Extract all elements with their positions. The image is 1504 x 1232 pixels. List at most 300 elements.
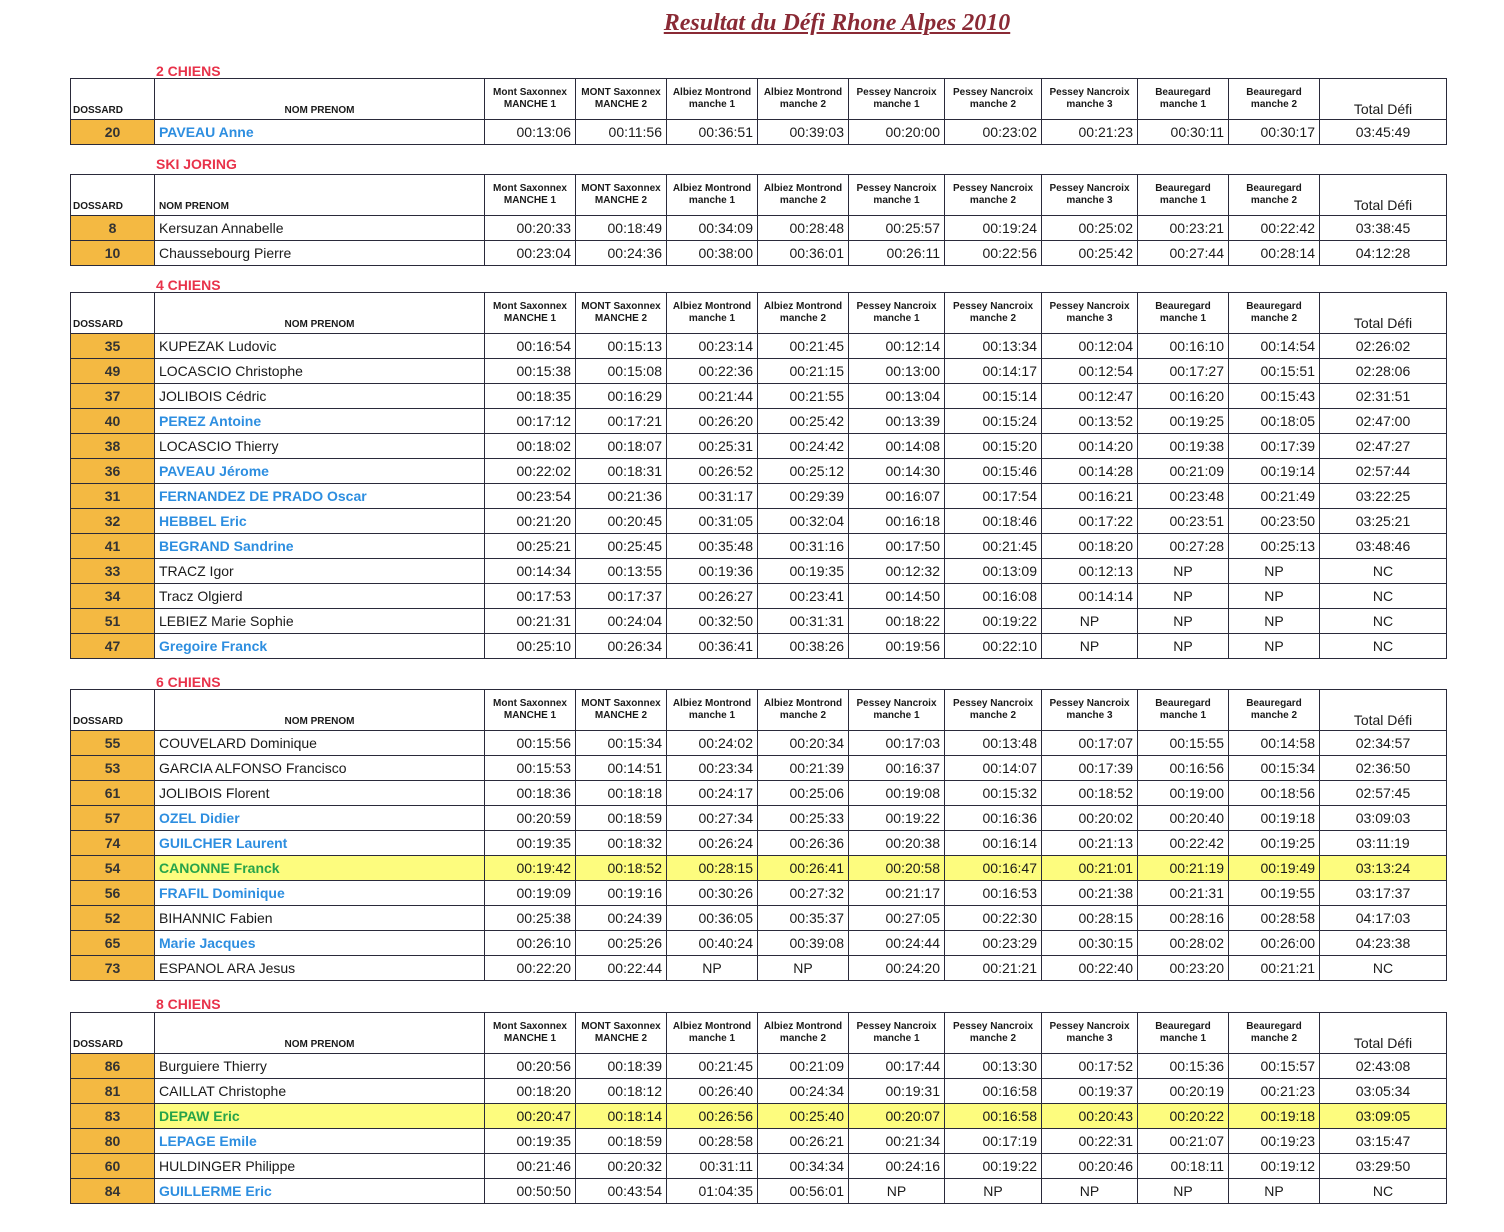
stage-location: Pessey Nancroix bbox=[1049, 301, 1130, 312]
stage-time: 00:27:32 bbox=[758, 881, 849, 906]
stage-header bbox=[667, 293, 758, 334]
table-row bbox=[71, 584, 1447, 609]
stage-manche: manche 1 bbox=[873, 1033, 920, 1044]
total-time: 02:36:50 bbox=[1320, 756, 1447, 781]
table-row bbox=[71, 559, 1447, 584]
stage-time: 00:20:56 bbox=[485, 1054, 576, 1079]
stage-time: 00:12:04 bbox=[1042, 334, 1138, 359]
total-time: 04:12:28 bbox=[1320, 241, 1447, 266]
competitor-name: KUPEZAK Ludovic bbox=[155, 334, 485, 359]
stage-time: 00:24:42 bbox=[758, 434, 849, 459]
total-time: 03:11:19 bbox=[1320, 831, 1447, 856]
dossard-cell: 31 bbox=[71, 484, 155, 509]
stage-time: 00:50:50 bbox=[485, 1179, 576, 1204]
stage-time: 00:24:34 bbox=[758, 1079, 849, 1104]
table-row bbox=[71, 241, 1447, 266]
name-header: NOM PRENOM bbox=[155, 175, 485, 216]
stage-time: 00:31:16 bbox=[758, 534, 849, 559]
stage-manche: manche 3 bbox=[1066, 313, 1113, 324]
stage-time: NP bbox=[1229, 634, 1320, 659]
stage-time: 00:21:07 bbox=[1138, 1129, 1229, 1154]
stage-time: 00:25:31 bbox=[667, 434, 758, 459]
stage-time: 00:21:38 bbox=[1042, 881, 1138, 906]
stage-time: 00:15:56 bbox=[485, 731, 576, 756]
stage-time: NP bbox=[1042, 609, 1138, 634]
stage-time: 00:14:17 bbox=[945, 359, 1042, 384]
stage-time: 00:18:12 bbox=[576, 1079, 667, 1104]
stage-location: Pessey Nancroix bbox=[1049, 698, 1130, 709]
stage-time: 00:20:58 bbox=[849, 856, 945, 881]
dossard-cell: 81 bbox=[71, 1079, 155, 1104]
stage-time: 00:25:33 bbox=[758, 806, 849, 831]
competitor-name: FERNANDEZ DE PRADO Oscar bbox=[155, 484, 485, 509]
stage-time: 00:16:37 bbox=[849, 756, 945, 781]
stage-time: 00:19:00 bbox=[1138, 781, 1229, 806]
stage-time: 00:21:44 bbox=[667, 384, 758, 409]
stage-time: 00:26:52 bbox=[667, 459, 758, 484]
stage-time: 00:18:39 bbox=[576, 1054, 667, 1079]
stage-time: 00:16:53 bbox=[945, 881, 1042, 906]
stage-time: 00:15:24 bbox=[945, 409, 1042, 434]
stage-manche: manche 3 bbox=[1066, 710, 1113, 721]
stage-time: 00:22:42 bbox=[1229, 216, 1320, 241]
stage-time: 00:21:23 bbox=[1229, 1079, 1320, 1104]
stage-time: 00:34:34 bbox=[758, 1154, 849, 1179]
stage-location: Beauregard bbox=[1155, 183, 1211, 194]
stage-time: NP bbox=[1042, 634, 1138, 659]
total-time: 03:09:05 bbox=[1320, 1104, 1447, 1129]
total-time: NC bbox=[1320, 1179, 1447, 1204]
stage-time: 00:14:54 bbox=[1229, 334, 1320, 359]
stage-time: 00:16:29 bbox=[576, 384, 667, 409]
stage-time: 00:16:14 bbox=[945, 831, 1042, 856]
stage-time: 00:15:53 bbox=[485, 756, 576, 781]
stage-time: 00:15:08 bbox=[576, 359, 667, 384]
total-time: 03:13:24 bbox=[1320, 856, 1447, 881]
stage-time: 00:28:16 bbox=[1138, 906, 1229, 931]
stage-time: 00:25:45 bbox=[576, 534, 667, 559]
stage-time: 00:15:38 bbox=[485, 359, 576, 384]
stage-time: 00:19:24 bbox=[945, 216, 1042, 241]
stage-time: 00:16:54 bbox=[485, 334, 576, 359]
stage-manche: manche 2 bbox=[1250, 710, 1298, 721]
stage-manche: manche 1 bbox=[873, 195, 920, 206]
stage-time: 00:18:59 bbox=[576, 806, 667, 831]
dossard-header: DOSSARD bbox=[71, 690, 155, 731]
stage-location: Albiez Montrond bbox=[763, 1021, 843, 1032]
competitor-name: CANONNE Franck bbox=[155, 856, 485, 881]
table-row bbox=[71, 1154, 1447, 1179]
stage-time: 00:21:39 bbox=[758, 756, 849, 781]
dossard-cell: 8 bbox=[71, 216, 155, 241]
stage-time: 00:19:38 bbox=[1138, 434, 1229, 459]
dossard-cell: 32 bbox=[71, 509, 155, 534]
stage-time: 00:26:10 bbox=[485, 931, 576, 956]
stage-time: 00:15:43 bbox=[1229, 384, 1320, 409]
stage-time: 00:21:19 bbox=[1138, 856, 1229, 881]
competitor-name: PAVEAU Jérome bbox=[155, 459, 485, 484]
stage-header bbox=[758, 293, 849, 334]
stage-time: 00:22:31 bbox=[1042, 1129, 1138, 1154]
stage-time: 00:13:39 bbox=[849, 409, 945, 434]
stage-header bbox=[667, 1013, 758, 1054]
total-time: 04:23:38 bbox=[1320, 931, 1447, 956]
stage-time: 00:20:47 bbox=[485, 1104, 576, 1129]
stage-time: 00:18:59 bbox=[576, 1129, 667, 1154]
stage-location: Mont Saxonnex bbox=[493, 183, 567, 194]
dossard-cell: 34 bbox=[71, 584, 155, 609]
stage-time: 00:22:02 bbox=[485, 459, 576, 484]
stage-time: 00:20:43 bbox=[1042, 1104, 1138, 1129]
stage-location: Beauregard bbox=[1246, 698, 1302, 709]
stage-time: 00:25:42 bbox=[1042, 241, 1138, 266]
total-time: 03:45:49 bbox=[1320, 120, 1447, 145]
stage-manche: MANCHE 2 bbox=[594, 313, 648, 324]
stage-time: 00:28:15 bbox=[1042, 906, 1138, 931]
stage-time: 00:27:34 bbox=[667, 806, 758, 831]
stage-location: Pessey Nancroix bbox=[1049, 1021, 1130, 1032]
stage-location: Pessey Nancroix bbox=[952, 87, 1034, 98]
stage-time: 00:23:48 bbox=[1138, 484, 1229, 509]
stage-time: 00:26:34 bbox=[576, 634, 667, 659]
stage-time: 00:15:46 bbox=[945, 459, 1042, 484]
stage-manche: manche 1 bbox=[1159, 710, 1207, 721]
total-header: Total Défi bbox=[1320, 79, 1447, 120]
stage-time: 00:21:31 bbox=[485, 609, 576, 634]
stage-header bbox=[576, 1013, 667, 1054]
stage-location: Albiez Montrond bbox=[672, 87, 752, 98]
stage-location: Pessey Nancroix bbox=[856, 183, 937, 194]
stage-time: 00:26:21 bbox=[758, 1129, 849, 1154]
total-time: 02:34:57 bbox=[1320, 731, 1447, 756]
stage-header bbox=[1138, 175, 1229, 216]
stage-time: NP bbox=[1229, 584, 1320, 609]
dossard-header: DOSSARD bbox=[71, 175, 155, 216]
stage-header bbox=[1229, 293, 1320, 334]
stage-header bbox=[485, 1013, 576, 1054]
stage-time: NP bbox=[667, 956, 758, 981]
stage-time: 00:15:36 bbox=[1138, 1054, 1229, 1079]
total-time: 02:57:45 bbox=[1320, 781, 1447, 806]
stage-manche: manche 1 bbox=[1159, 99, 1207, 110]
dossard-cell: 49 bbox=[71, 359, 155, 384]
stage-time: 00:13:09 bbox=[945, 559, 1042, 584]
total-time: 03:29:50 bbox=[1320, 1154, 1447, 1179]
stage-time: 00:23:02 bbox=[945, 120, 1042, 145]
stage-time: 00:19:37 bbox=[1042, 1079, 1138, 1104]
stage-time: 00:21:55 bbox=[758, 384, 849, 409]
dossard-cell: 80 bbox=[71, 1129, 155, 1154]
stage-time: 00:20:33 bbox=[485, 216, 576, 241]
stage-time: 00:36:01 bbox=[758, 241, 849, 266]
stage-manche: manche 1 bbox=[873, 710, 920, 721]
stage-time: 00:18:49 bbox=[576, 216, 667, 241]
stage-time: 00:24:44 bbox=[849, 931, 945, 956]
stage-location: Pessey Nancroix bbox=[952, 183, 1034, 194]
stage-location: Albiez Montrond bbox=[672, 301, 752, 312]
stage-manche: manche 2 bbox=[969, 313, 1017, 324]
stage-time: 00:19:31 bbox=[849, 1079, 945, 1104]
table-row bbox=[71, 484, 1447, 509]
stage-time: 00:18:36 bbox=[485, 781, 576, 806]
stage-time: 00:21:01 bbox=[1042, 856, 1138, 881]
dossard-cell: 51 bbox=[71, 609, 155, 634]
stage-manche: manche 1 bbox=[688, 99, 736, 110]
stage-time: 00:19:25 bbox=[1138, 409, 1229, 434]
stage-time: 00:21:49 bbox=[1229, 484, 1320, 509]
stage-manche: MANCHE 1 bbox=[503, 1033, 557, 1044]
dossard-cell: 54 bbox=[71, 856, 155, 881]
dossard-cell: 38 bbox=[71, 434, 155, 459]
stage-time: 00:23:04 bbox=[485, 241, 576, 266]
stage-time: 00:20:45 bbox=[576, 509, 667, 534]
stage-time: 00:56:01 bbox=[758, 1179, 849, 1204]
stage-time: 00:17:03 bbox=[849, 731, 945, 756]
header-row bbox=[71, 293, 1447, 334]
stage-time: 00:28:02 bbox=[1138, 931, 1229, 956]
stage-time: 00:38:26 bbox=[758, 634, 849, 659]
stage-time: 00:22:42 bbox=[1138, 831, 1229, 856]
table-row bbox=[71, 334, 1447, 359]
stage-time: 00:22:56 bbox=[945, 241, 1042, 266]
stage-time: 00:14:07 bbox=[945, 756, 1042, 781]
competitor-name: DEPAW Eric bbox=[155, 1104, 485, 1129]
stage-time: 00:34:09 bbox=[667, 216, 758, 241]
stage-time: 00:15:32 bbox=[945, 781, 1042, 806]
stage-time: 00:21:15 bbox=[758, 359, 849, 384]
stage-time: 00:28:58 bbox=[667, 1129, 758, 1154]
stage-time: 00:25:38 bbox=[485, 906, 576, 931]
stage-manche: MANCHE 2 bbox=[594, 1033, 648, 1044]
stage-time: 00:17:54 bbox=[945, 484, 1042, 509]
competitor-name: Burguiere Thierry bbox=[155, 1054, 485, 1079]
stage-time: 00:13:34 bbox=[945, 334, 1042, 359]
stage-time: 00:14:34 bbox=[485, 559, 576, 584]
stage-header bbox=[1138, 293, 1229, 334]
dossard-cell: 41 bbox=[71, 534, 155, 559]
total-header: Total Défi bbox=[1320, 175, 1447, 216]
name-header: NOM PRENOM bbox=[155, 79, 485, 120]
stage-time: 00:16:07 bbox=[849, 484, 945, 509]
stage-time: 00:19:35 bbox=[485, 831, 576, 856]
stage-time: 00:19:55 bbox=[1229, 881, 1320, 906]
stage-time: 00:19:36 bbox=[667, 559, 758, 584]
stage-time: NP bbox=[1138, 634, 1229, 659]
stage-manche: manche 2 bbox=[1250, 1033, 1298, 1044]
stage-time: 00:17:39 bbox=[1042, 756, 1138, 781]
section-label: SKI JORING bbox=[156, 156, 237, 172]
stage-header bbox=[1042, 79, 1138, 120]
stage-time: 00:20:40 bbox=[1138, 806, 1229, 831]
stage-time: 00:20:19 bbox=[1138, 1079, 1229, 1104]
section-label: 2 CHIENS bbox=[156, 63, 221, 79]
dossard-cell: 40 bbox=[71, 409, 155, 434]
stage-manche: manche 2 bbox=[969, 195, 1017, 206]
stage-location: Albiez Montrond bbox=[763, 698, 843, 709]
stage-time: NP bbox=[1138, 609, 1229, 634]
stage-header bbox=[758, 1013, 849, 1054]
total-time: 03:09:03 bbox=[1320, 806, 1447, 831]
stage-location: Beauregard bbox=[1155, 698, 1211, 709]
stage-time: 00:23:54 bbox=[485, 484, 576, 509]
stage-time: NP bbox=[1042, 1179, 1138, 1204]
stage-location: Albiez Montrond bbox=[763, 87, 843, 98]
stage-time: 00:29:39 bbox=[758, 484, 849, 509]
table-row bbox=[71, 731, 1447, 756]
stage-header bbox=[1042, 175, 1138, 216]
total-time: NC bbox=[1320, 559, 1447, 584]
total-time: NC bbox=[1320, 609, 1447, 634]
dossard-header: DOSSARD bbox=[71, 1013, 155, 1054]
dossard-cell: 35 bbox=[71, 334, 155, 359]
stage-header bbox=[485, 690, 576, 731]
stage-time: 00:35:37 bbox=[758, 906, 849, 931]
stage-time: 00:19:22 bbox=[945, 609, 1042, 634]
stage-time: 00:15:20 bbox=[945, 434, 1042, 459]
stage-time: 00:13:06 bbox=[485, 120, 576, 145]
stage-location: Pessey Nancroix bbox=[856, 301, 937, 312]
table-row bbox=[71, 434, 1447, 459]
competitor-name: PAVEAU Anne bbox=[155, 120, 485, 145]
stage-time: 00:18:52 bbox=[1042, 781, 1138, 806]
dossard-header: DOSSARD bbox=[71, 293, 155, 334]
competitor-name: BIHANNIC Fabien bbox=[155, 906, 485, 931]
stage-time: 00:36:05 bbox=[667, 906, 758, 931]
stage-header bbox=[758, 79, 849, 120]
stage-time: 00:20:02 bbox=[1042, 806, 1138, 831]
stage-location: MONT Saxonnex bbox=[581, 698, 661, 709]
stage-time: 00:32:04 bbox=[758, 509, 849, 534]
stage-time: 00:15:34 bbox=[1229, 756, 1320, 781]
stage-time: NP bbox=[849, 1179, 945, 1204]
stage-time: 00:13:52 bbox=[1042, 409, 1138, 434]
stage-time: 00:36:41 bbox=[667, 634, 758, 659]
competitor-name: BEGRAND Sandrine bbox=[155, 534, 485, 559]
stage-time: 00:23:21 bbox=[1138, 216, 1229, 241]
stage-location: Beauregard bbox=[1246, 87, 1302, 98]
stage-location: Beauregard bbox=[1155, 301, 1211, 312]
stage-time: 00:28:48 bbox=[758, 216, 849, 241]
table-row bbox=[71, 931, 1447, 956]
stage-header bbox=[576, 175, 667, 216]
stage-time: 00:25:12 bbox=[758, 459, 849, 484]
stage-time: 00:21:46 bbox=[485, 1154, 576, 1179]
stage-time: 00:18:35 bbox=[485, 384, 576, 409]
stage-time: 00:26:41 bbox=[758, 856, 849, 881]
stage-time: 00:24:20 bbox=[849, 956, 945, 981]
stage-time: 00:21:13 bbox=[1042, 831, 1138, 856]
stage-location: Pessey Nancroix bbox=[856, 87, 937, 98]
stage-time: 00:27:44 bbox=[1138, 241, 1229, 266]
stage-time: 00:25:06 bbox=[758, 781, 849, 806]
stage-header bbox=[1138, 1013, 1229, 1054]
stage-header bbox=[758, 175, 849, 216]
stage-time: 00:25:57 bbox=[849, 216, 945, 241]
stage-time: 00:19:25 bbox=[1229, 831, 1320, 856]
stage-time: 00:20:00 bbox=[849, 120, 945, 145]
stage-time: 00:30:17 bbox=[1229, 120, 1320, 145]
competitor-name: Gregoire Franck bbox=[155, 634, 485, 659]
table-row bbox=[71, 609, 1447, 634]
stage-time: 00:21:23 bbox=[1042, 120, 1138, 145]
stage-time: 00:27:28 bbox=[1138, 534, 1229, 559]
stage-time: 00:19:12 bbox=[1229, 1154, 1320, 1179]
stage-time: 00:16:10 bbox=[1138, 334, 1229, 359]
stage-manche: manche 3 bbox=[1066, 195, 1113, 206]
stage-manche: manche 2 bbox=[1250, 195, 1298, 206]
stage-header bbox=[667, 79, 758, 120]
total-time: 03:22:25 bbox=[1320, 484, 1447, 509]
stage-time: 00:16:47 bbox=[945, 856, 1042, 881]
stage-time: 00:19:49 bbox=[1229, 856, 1320, 881]
stage-time: 00:21:09 bbox=[758, 1054, 849, 1079]
stage-time: 00:23:51 bbox=[1138, 509, 1229, 534]
dossard-cell: 33 bbox=[71, 559, 155, 584]
competitor-name: LOCASCIO Christophe bbox=[155, 359, 485, 384]
stage-time: 00:22:30 bbox=[945, 906, 1042, 931]
section-label: 4 CHIENS bbox=[156, 277, 221, 293]
stage-time: 00:12:54 bbox=[1042, 359, 1138, 384]
dossard-header: DOSSARD bbox=[71, 79, 155, 120]
stage-manche: manche 2 bbox=[1250, 313, 1298, 324]
stage-location: Mont Saxonnex bbox=[493, 301, 567, 312]
stage-time: 00:23:41 bbox=[758, 584, 849, 609]
stage-time: 00:15:34 bbox=[576, 731, 667, 756]
stage-time: 00:14:58 bbox=[1229, 731, 1320, 756]
stage-location: MONT Saxonnex bbox=[581, 1021, 661, 1032]
total-time: 02:26:02 bbox=[1320, 334, 1447, 359]
table-row bbox=[71, 509, 1447, 534]
stage-time: 00:18:07 bbox=[576, 434, 667, 459]
stage-time: 00:22:36 bbox=[667, 359, 758, 384]
results-table bbox=[70, 174, 1447, 266]
competitor-name: Tracz Olgierd bbox=[155, 584, 485, 609]
stage-location: MONT Saxonnex bbox=[581, 183, 661, 194]
table-row bbox=[71, 1079, 1447, 1104]
stage-header bbox=[758, 690, 849, 731]
results-table bbox=[70, 292, 1447, 659]
stage-time: 00:19:56 bbox=[849, 634, 945, 659]
stage-header bbox=[849, 175, 945, 216]
stage-time: 00:14:51 bbox=[576, 756, 667, 781]
stage-time: 00:18:56 bbox=[1229, 781, 1320, 806]
total-time: 02:47:27 bbox=[1320, 434, 1447, 459]
competitor-name: HULDINGER Philippe bbox=[155, 1154, 485, 1179]
competitor-name: COUVELARD Dominique bbox=[155, 731, 485, 756]
stage-time: 01:04:35 bbox=[667, 1179, 758, 1204]
stage-location: Beauregard bbox=[1246, 1021, 1302, 1032]
stage-time: 00:16:58 bbox=[945, 1104, 1042, 1129]
stage-time: 00:21:17 bbox=[849, 881, 945, 906]
stage-header bbox=[849, 1013, 945, 1054]
name-header: NOM PRENOM bbox=[155, 690, 485, 731]
competitor-name: Marie Jacques bbox=[155, 931, 485, 956]
total-time: 02:47:00 bbox=[1320, 409, 1447, 434]
stage-location: Albiez Montrond bbox=[672, 698, 752, 709]
stage-location: Pessey Nancroix bbox=[856, 1021, 937, 1032]
stage-time: 00:23:50 bbox=[1229, 509, 1320, 534]
stage-time: 00:35:48 bbox=[667, 534, 758, 559]
stage-time: 00:20:32 bbox=[576, 1154, 667, 1179]
stage-time: 00:31:11 bbox=[667, 1154, 758, 1179]
stage-time: 00:26:27 bbox=[667, 584, 758, 609]
stage-location: Albiez Montrond bbox=[672, 183, 752, 194]
stage-time: 00:16:20 bbox=[1138, 384, 1229, 409]
total-time: 03:17:37 bbox=[1320, 881, 1447, 906]
stage-time: 00:19:09 bbox=[485, 881, 576, 906]
dossard-cell: 47 bbox=[71, 634, 155, 659]
stage-time: 00:19:18 bbox=[1229, 806, 1320, 831]
